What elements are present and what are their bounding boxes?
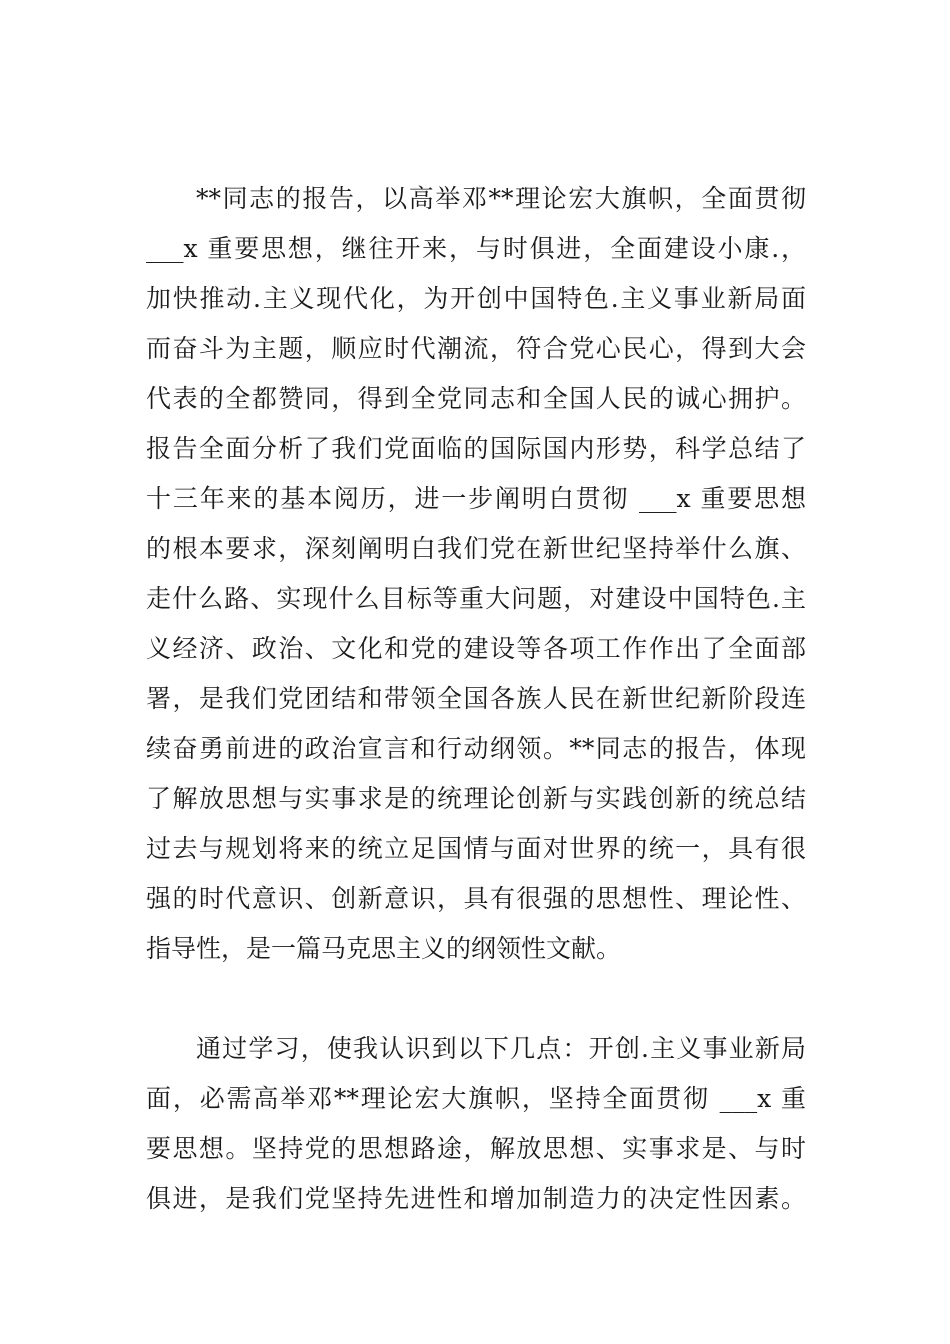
paragraph-1-line-16: 指导性，是一篇马克思主义的纲领性文献。: [146, 934, 622, 963]
paragraph-1-line-13: 了解放思想与实事求是的统理论创新与实践创新的统总结: [146, 784, 806, 813]
paragraph-1-line-7: 十三年来的基本阅历，进一步阐明白贯彻 ___x 重要思想: [146, 484, 806, 513]
paragraph-1-line-15: 强的时代意识、创新意识，具有很强的思想性、理论性、: [146, 884, 806, 913]
paragraph-1-line-6: 报告全面分析了我们党面临的国际国内形势，科学总结了: [146, 434, 806, 463]
paragraph-1-line-3: 加快推动.主义现代化，为开创中国特色.主义事业新局面: [146, 284, 806, 313]
paragraph-1-line-14: 过去与规划将来的统立足国情与面对世界的统一，具有很: [146, 834, 806, 863]
paragraph-2-line-2: 面，必需高举邓**理论宏大旗帜，坚持全面贯彻 ___x 重: [146, 1084, 806, 1113]
paragraph-1-line-8: 的根本要求，深刻阐明白我们党在新世纪坚持举什么旗、: [146, 534, 806, 563]
paragraph-1-line-2: ___x 重要思想，继往开来，与时俱进，全面建设小康.，: [146, 234, 806, 263]
paragraph-2-line-4: 俱进，是我们党坚持先进性和增加制造力的决定性因素。: [146, 1184, 806, 1213]
paragraph-1-line-5: 代表的全都赞同，得到全党同志和全国人民的诚心拥护。: [146, 384, 806, 413]
paragraph-2-line-3: 要思想。坚持党的思想路途，解放思想、实事求是、与时: [146, 1134, 806, 1163]
paragraph-1-line-9: 走什么路、实现什么目标等重大问题，对建设中国特色.主: [146, 584, 806, 613]
paragraph-1-line-11: 署，是我们党团结和带领全国各族人民在新世纪新阶段连: [146, 684, 806, 713]
paragraph-1-line-12: 续奋勇前进的政治宣言和行动纲领。**同志的报告，体现: [146, 734, 806, 763]
paragraph-1-line-1: **同志的报告，以高举邓**理论宏大旗帜，全面贯彻: [196, 184, 806, 213]
paragraph-1-line-4: 而奋斗为主题，顺应时代潮流，符合党心民心，得到大会: [146, 334, 806, 363]
paragraph-1-line-10: 义经济、政治、文化和党的建设等各项工作作出了全面部: [146, 634, 806, 663]
paragraph-2-line-1: 通过学习，使我认识到以下几点：开创.主义事业新局: [196, 1034, 806, 1063]
